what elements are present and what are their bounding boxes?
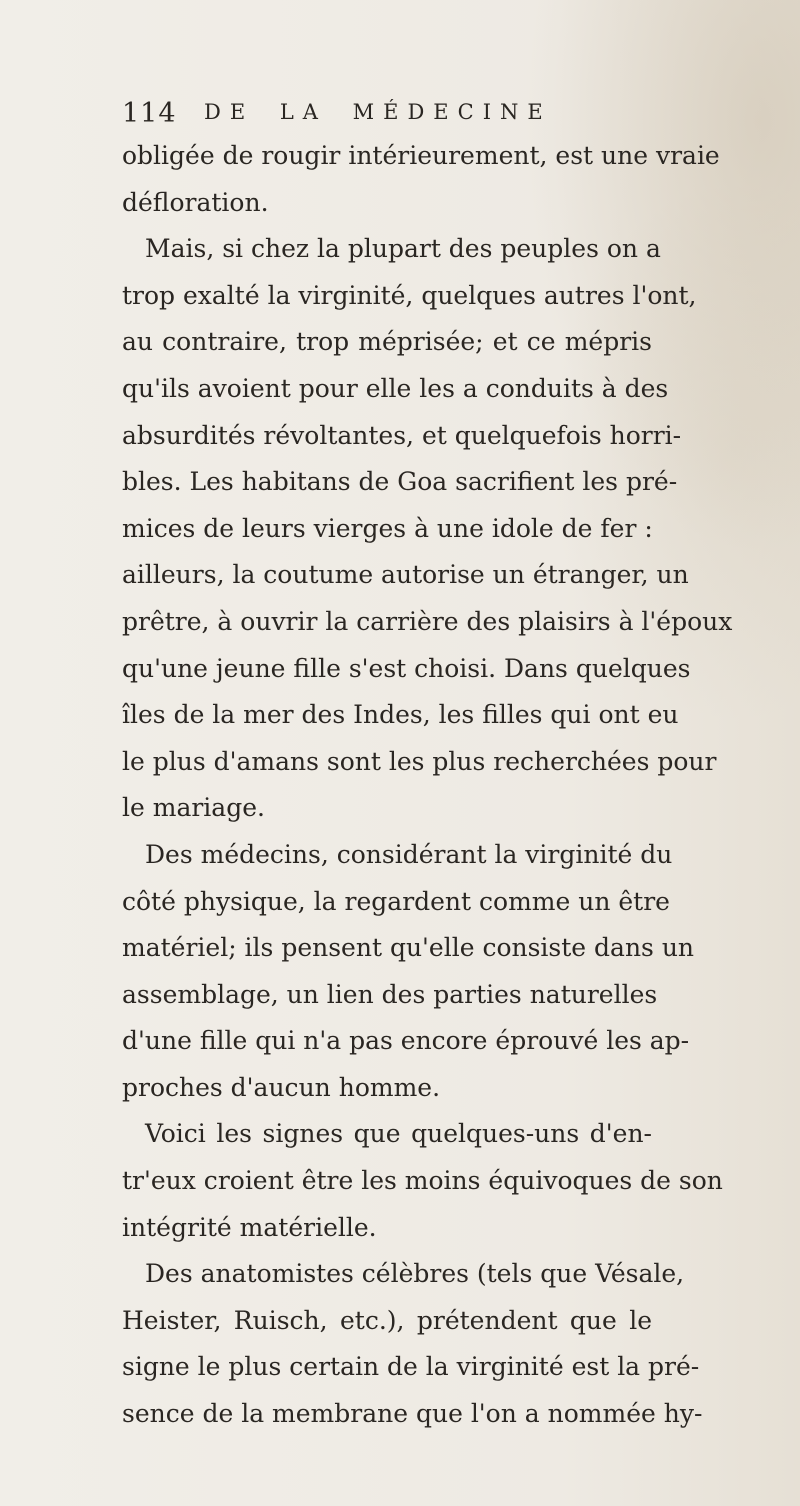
text-line: Heister, Ruisch, etc.), prétendent que le (122, 1305, 652, 1335)
text-line: intégrité matérielle. (122, 1212, 377, 1242)
text-line: Mais, si chez la plupart des peuples on a (145, 234, 661, 264)
text-line: tr'eux croient être les moins équivoques de son (122, 1166, 723, 1196)
text-line: trop exalté la virginité, quelques autres l'ont, (122, 280, 697, 310)
text-line: qu'une jeune fille s'est choisi. Dans quelques (122, 653, 691, 683)
text-line: d'une fille qui n'a pas encore éprouvé les ap- (122, 1026, 690, 1056)
text-line: au contraire, trop méprisée; et ce mépris (122, 327, 652, 357)
text-line: prêtre, à ouvrir la carrière des plaisirs à l'époux (122, 606, 733, 636)
body-text (122, 133, 733, 1438)
text-line: Voici les signes que quelques-uns d'en- (145, 1119, 652, 1149)
text-line: défloration. (122, 187, 269, 217)
text-line: matériel; ils pensent qu'elle consiste dans un (122, 933, 695, 963)
text-line: le plus d'amans sont les plus recherchées pour (122, 746, 717, 776)
text-line: ailleurs, la coutume autorise un étranger, un (122, 560, 689, 590)
page-header (122, 98, 662, 138)
running-head: DE LA MÉDECINE (204, 100, 552, 124)
text-line: Des médecins, considérant la virginité du (145, 839, 673, 869)
page-number: 114 (122, 98, 177, 129)
text-line: assemblage, un lien des parties naturelles (122, 979, 658, 1009)
text-line: sence de la membrane que l'on a nommée hy- (122, 1399, 703, 1429)
text-line: proches d'aucun homme. (122, 1072, 441, 1102)
text-line: qu'ils avoient pour elle les a conduits à des (122, 373, 669, 403)
text-line: Des anatomistes célèbres (tels que Vésale, (145, 1259, 685, 1289)
text-line: îles de la mer des Indes, les filles qui ont eu (122, 700, 679, 730)
text-line: mices de leurs vierges à une idole de fer : (122, 513, 653, 543)
text-line: signe le plus certain de la virginité est la pré- (122, 1352, 700, 1382)
text-line: obligée de rougir intérieurement, est une vraie (122, 141, 720, 170)
text-line: le mariage. (122, 793, 265, 823)
text-line: absurdités révoltantes, et quelquefois horri- (122, 420, 682, 450)
text-line: bles. Les habitans de Goa sacrifient les pré- (122, 467, 678, 497)
text-line: côté physique, la regardent comme un être (122, 886, 670, 916)
